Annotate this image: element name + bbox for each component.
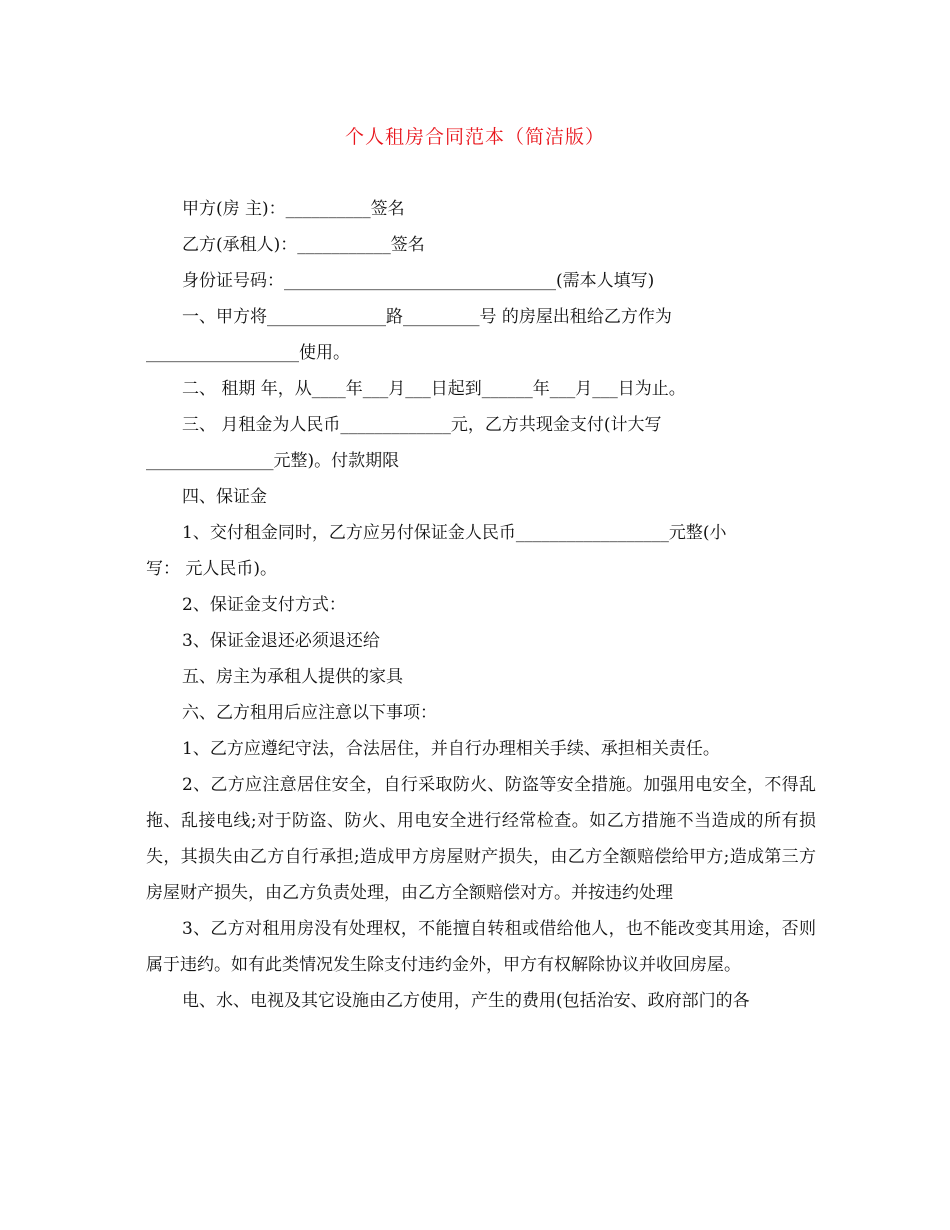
clause-4-heading: 四、保证金: [182, 487, 267, 507]
clause-3-line-2: _______________元整)。付款期限: [146, 451, 400, 471]
clause-6-heading: 六、乙方租用后应注意以下事项：: [182, 703, 437, 723]
clause-3-line-1: 三、 月租金为人民币_____________元，乙方共现金支付(计大写: [182, 415, 662, 435]
notice-item-3: 3、乙方对租用房没有处理权，不能擅自转租或借给他人，也不能改变其用途，否则属于违约。如有此类情况发生除支付违约金外，甲方有权解除协议并收回房屋。: [146, 919, 816, 975]
deposit-item-2: 2、保证金支付方式：: [182, 595, 346, 615]
deposit-item-1-line-1: 1、交付租金同时，乙方应另付保证金人民币__________________元整(小: [182, 523, 727, 543]
deposit-item-1-line-2: 写： 元人民币)。: [146, 559, 278, 579]
clause-1-line-2: __________________使用。: [146, 343, 350, 363]
deposit-item-3: 3、保证金退还必须退还给: [182, 631, 380, 651]
party-b-line: 乙方(承租人)：___________签名: [182, 235, 425, 255]
clause-1-line-1: 一、甲方将______________路_________号 的房屋出租给乙方作为: [182, 307, 672, 327]
party-a-line: 甲方(房 主)：__________签名: [182, 199, 405, 219]
document-body: [146, 191, 816, 1019]
document-title: 个人租房合同范本（简洁版）: [344, 126, 605, 148]
id-number-line: 身份证号码：________________________________(需本人填写): [182, 271, 655, 291]
notice-item-2: 2、乙方应注意居住安全，自行采取防火、防盗等安全措施。加强用电安全，不得乱拖、乱接电线;对于防盗、防火、用电安全进行经常检查。如乙方措施不当造成的所有损失，其损失由乙方自行承担;造成甲方房屋财产损失，由乙方全额赔偿给甲方;造成第三方房屋财产损失，由乙方负责处理，由乙方全额赔偿对方。并按违约处理: [146, 775, 816, 903]
notice-item-1: 1、乙方应遵纪守法，合法居住，并自行办理相关手续、承担相关责任。: [182, 739, 720, 759]
utilities-paragraph: 电、水、电视及其它设施由乙方使用，产生的费用(包括治安、政府部门的各: [182, 991, 750, 1011]
clause-2-line: 二、 租期 年，从____年___月___日起到______年___月___日为止。: [182, 379, 686, 399]
clause-5-heading: 五、房主为承租人提供的家具: [182, 667, 403, 687]
